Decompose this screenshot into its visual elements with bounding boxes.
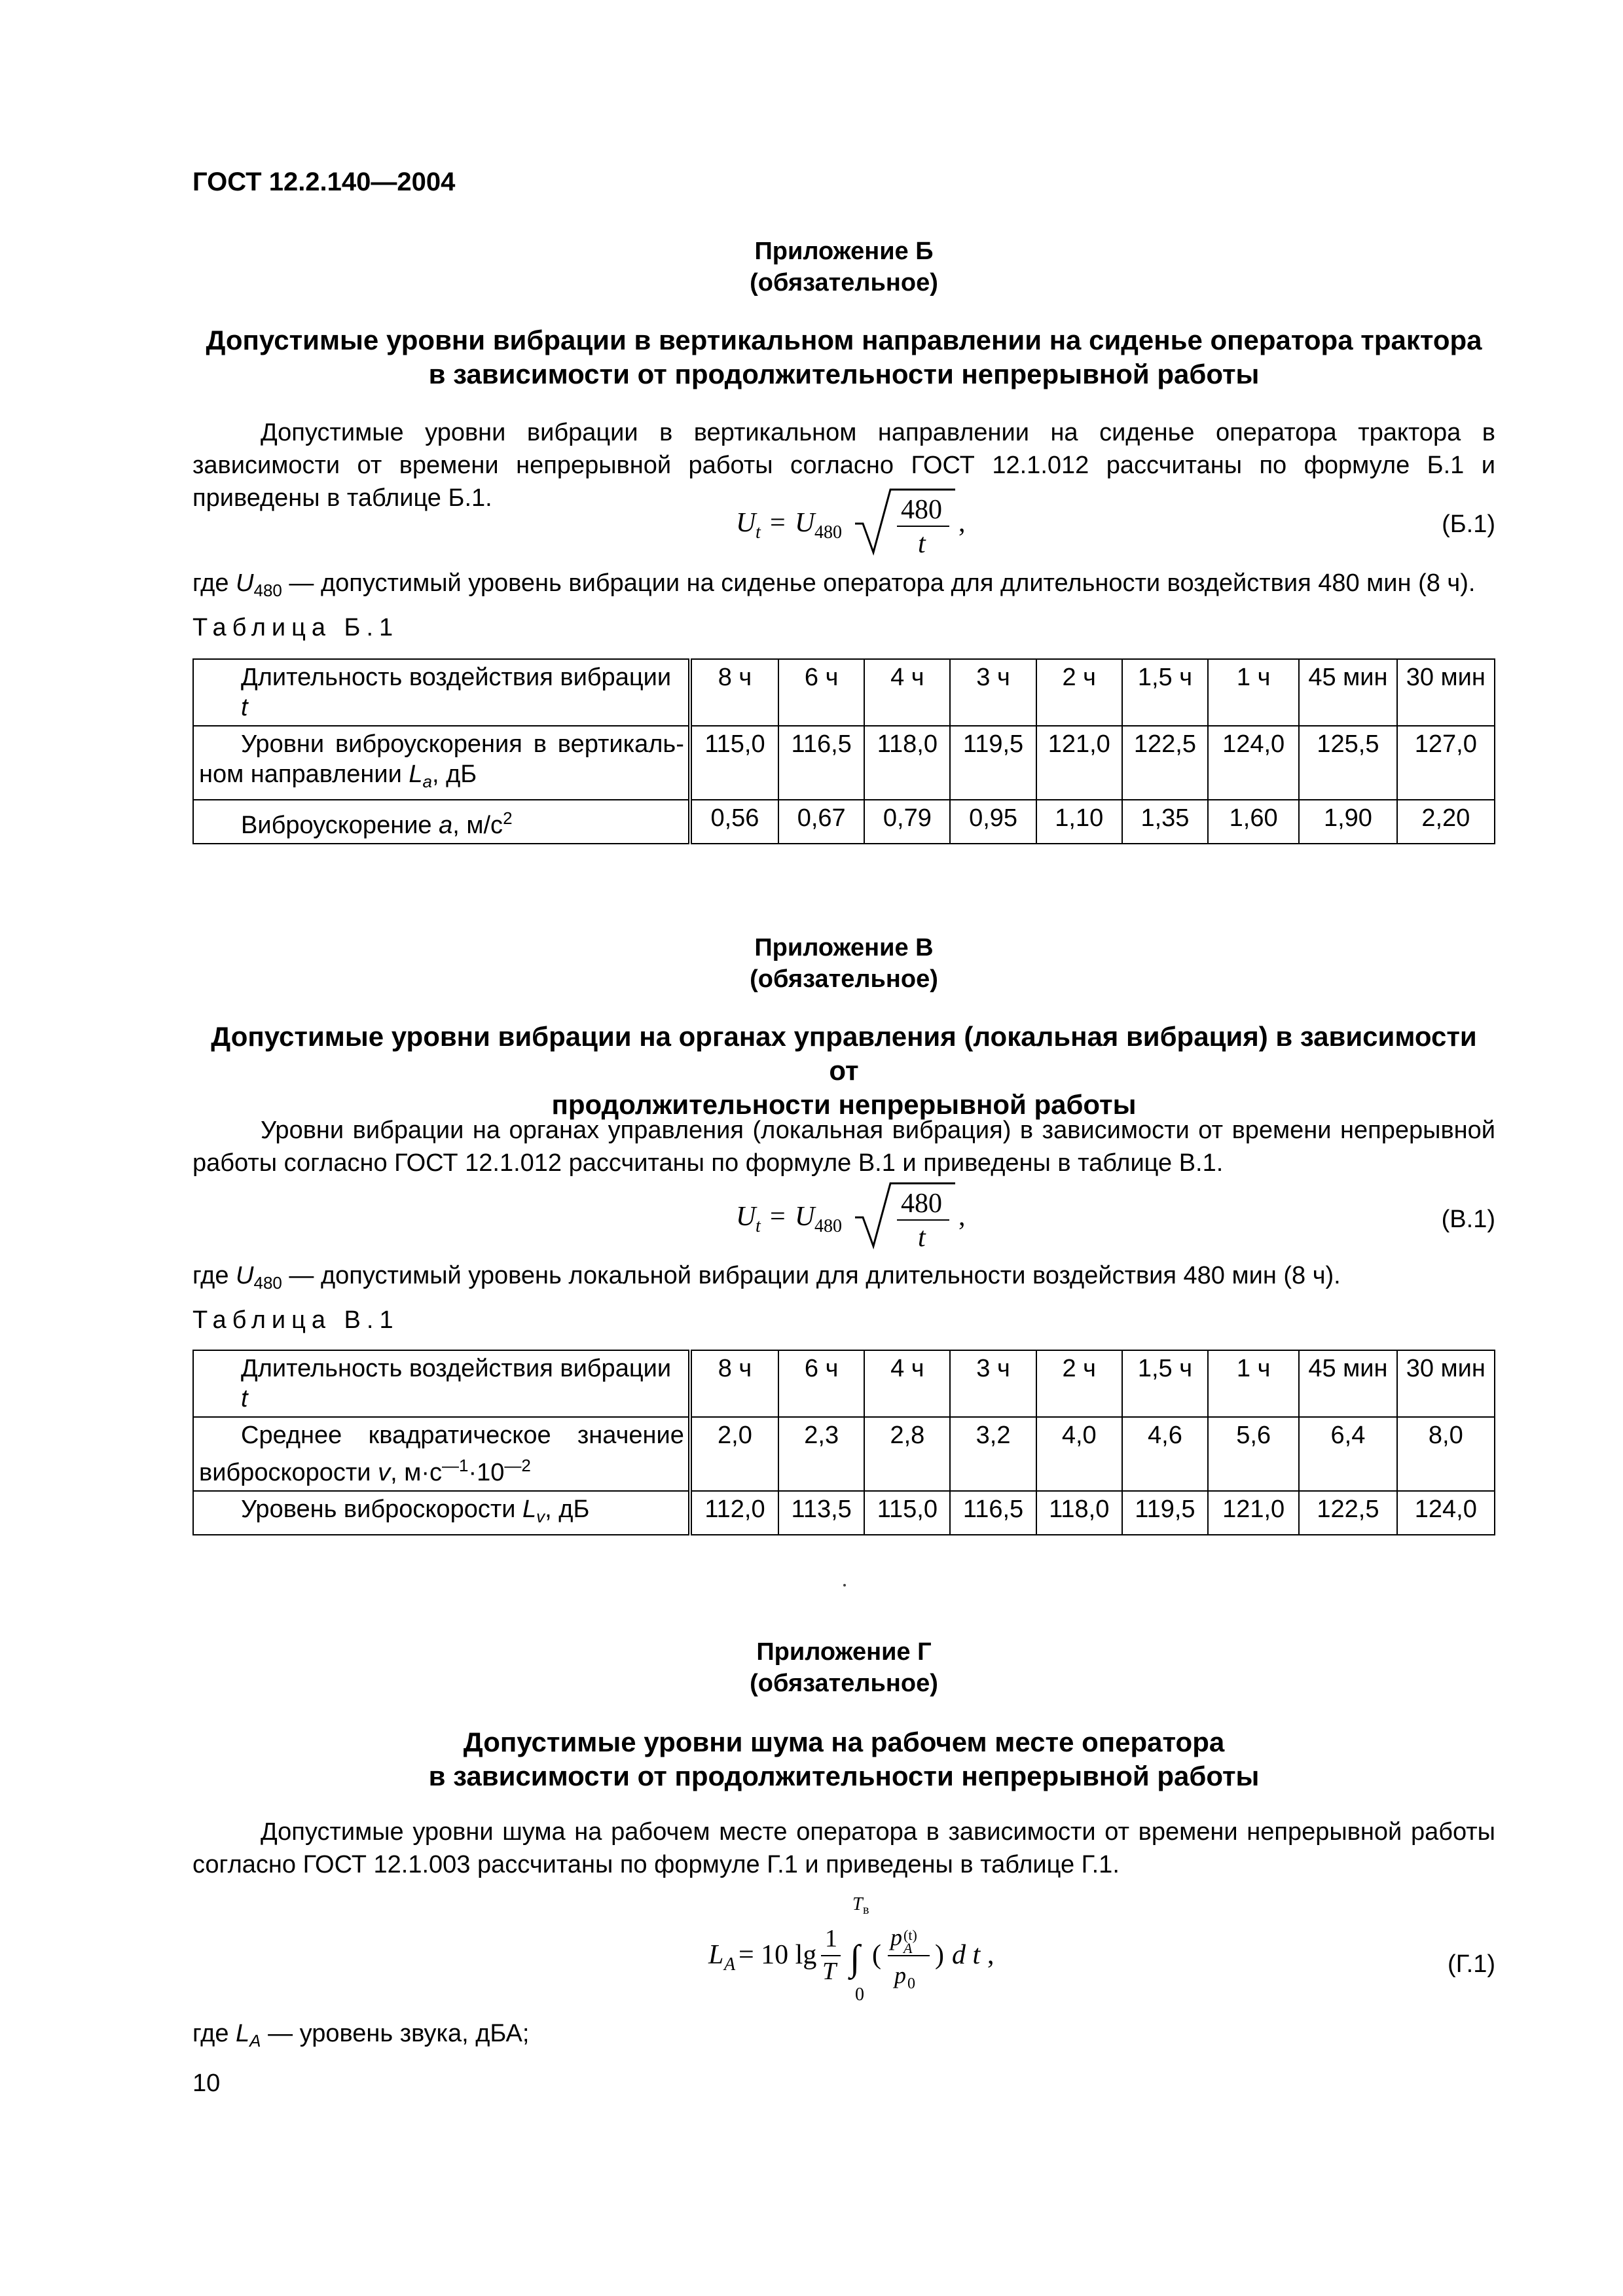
- table-v1: [192, 1350, 1495, 1535]
- table-b1-accel-unit: , м/с: [452, 812, 503, 839]
- formula-v1: [192, 1178, 1495, 1257]
- table-b1-duration-cell: 3 ч: [950, 659, 1036, 726]
- table-b1-accel-level-unit: , дБ: [432, 761, 477, 788]
- document-code-header: ГОСТ 12.2.140—2004: [192, 168, 456, 196]
- table-v1-velocity-level-symbol-sub: v: [536, 1507, 545, 1526]
- formula-b1-number: (Б.1): [1442, 511, 1495, 538]
- svg-text:= 10 lg: = 10 lg: [739, 1940, 817, 1970]
- table-v1-velocity-level-cell: 113,5: [778, 1491, 864, 1535]
- table-v1-velocity-level-cell: 115,0: [864, 1491, 950, 1535]
- table-v1-velocity-level-cell: 116,5: [950, 1491, 1036, 1535]
- appendix-v-paragraph: Уровни вибрации на органах управления (локальная вибрация) в зависимости от времени непрерывной работы согласно ГОСТ 12.1.012 рассчитаны по формуле В.1 и приведены в таблице В.1.: [192, 1117, 1495, 1177]
- appendix-v-title: Приложение В: [754, 934, 934, 961]
- table-b1-duration-cell: 45 мин: [1299, 659, 1396, 726]
- table-v1-rms-velocity-unit: , м·с: [390, 1459, 442, 1486]
- formula-b1-expression: [729, 484, 1004, 563]
- svg-text:t: t: [756, 522, 761, 543]
- table-b1-accel-level-symbol-sub: a: [422, 772, 432, 791]
- table-v1-duration-cell: 2 ч: [1036, 1350, 1122, 1417]
- appendix-b-title-block: [192, 236, 1495, 298]
- svg-text:T: T: [852, 1894, 863, 1914]
- svg-text:L: L: [708, 1940, 724, 1970]
- where-b-subscript: 480: [253, 581, 282, 600]
- table-v1-duration-label-cell: [193, 1350, 690, 1417]
- table-b1-accel-level-cell: 122,5: [1122, 726, 1208, 800]
- appendix-g-heading: [192, 1725, 1495, 1793]
- table-v1-rms-velocity-cell: 2,3: [778, 1417, 864, 1491]
- appendix-b-where: [192, 569, 1495, 601]
- appendix-b-heading-line2: в зависимости от продолжительности непрерывной работы: [428, 359, 1260, 389]
- table-b1-accel-cell: 1,90: [1299, 800, 1396, 844]
- where-b-prefix: где: [192, 569, 236, 597]
- appendix-v-where: [192, 1262, 1495, 1293]
- formula-v1-expression: [729, 1178, 1004, 1257]
- where-g-prefix: где: [192, 2020, 236, 2047]
- table-v1-duration-cell: 1 ч: [1208, 1350, 1299, 1417]
- svg-text:(t): (t): [903, 1927, 917, 1943]
- table-b1-duration-label-text: Длительность воздействия вибрации: [241, 664, 672, 691]
- table-b1-row-accel: [193, 800, 1495, 844]
- table-b1-accel-level-cell: 124,0: [1208, 726, 1299, 800]
- table-b1-accel-cell: 0,56: [690, 800, 778, 844]
- table-b1-duration-cell: 30 мин: [1397, 659, 1495, 726]
- appendix-g-status: (обязательное): [750, 1670, 938, 1697]
- svg-text:1: 1: [825, 1925, 837, 1952]
- table-v1-velocity-level-label-cell: [193, 1491, 690, 1535]
- table-b1-duration-cell: 2 ч: [1036, 659, 1122, 726]
- table-b1-accel-level-cell: 127,0: [1397, 726, 1495, 800]
- table-v1-velocity-level-cell: 119,5: [1122, 1491, 1208, 1535]
- table-b1-accel-cell: 1,60: [1208, 800, 1299, 844]
- svg-text:d t: d t: [952, 1940, 981, 1970]
- table-v1-caption: Таблица В.1: [192, 1306, 399, 1334]
- appendix-g-where: [192, 2020, 1495, 2051]
- svg-text:0: 0: [907, 1975, 915, 1992]
- table-b1-accel-level-cell: 118,0: [864, 726, 950, 800]
- svg-text:T: T: [822, 1958, 837, 1985]
- stray-dot: [843, 1584, 846, 1587]
- table-b1-duration-cell: 1 ч: [1208, 659, 1299, 726]
- table-b1-accel-level-cell: 121,0: [1036, 726, 1122, 800]
- table-v1-rms-velocity-label-cell: [193, 1417, 690, 1491]
- table-v1-velocity-level-cell: 112,0: [690, 1491, 778, 1535]
- svg-text:U: U: [736, 508, 756, 538]
- table-b1-accel-cell: 1,10: [1036, 800, 1122, 844]
- svg-text:в: в: [863, 1903, 869, 1917]
- table-v1-duration-cell: 30 мин: [1397, 1350, 1495, 1417]
- svg-text:0: 0: [855, 1984, 864, 2005]
- table-v1-duration-cell: 3 ч: [950, 1350, 1036, 1417]
- table-b1-duration-cell: 4 ч: [864, 659, 950, 726]
- appendix-v-title-block: [192, 932, 1495, 995]
- svg-text:480: 480: [814, 522, 842, 543]
- table-b1-accel-unit-sup: 2: [503, 808, 513, 828]
- table-v1-rms-velocity-cell: 2,0: [690, 1417, 778, 1491]
- table-v1-rms-velocity-mult: ·10: [468, 1459, 505, 1486]
- table-b1-accel-level-cell: 116,5: [778, 726, 864, 800]
- where-b-symbol: U: [236, 569, 254, 597]
- appendix-b-heading-line1: Допустимые уровни вибрации в вертикальном направлении на сиденье оператора трактора: [206, 325, 1482, 355]
- appendix-v-heading: [192, 1020, 1495, 1122]
- formula-g1-number: (Г.1): [1448, 1950, 1495, 1978]
- table-v1-rms-velocity-symbol: v: [378, 1459, 391, 1486]
- table-b1-accel-level-cell: 119,5: [950, 726, 1036, 800]
- table-v1-rms-velocity-cell: 4,0: [1036, 1417, 1122, 1491]
- table-b1-accel-level-label-cell: [193, 726, 690, 800]
- table-v1-rms-velocity-cell: 5,6: [1208, 1417, 1299, 1491]
- where-g-subscript: A: [249, 2031, 261, 2051]
- table-b1-duration-symbol: t: [241, 694, 248, 721]
- table-b1-accel-cell: 0,79: [864, 800, 950, 844]
- appendix-g-paragraph: Допустимые уровни шума на рабочем месте оператора в зависимости от времени непрерывной работы согласно ГОСТ 12.1.003 рассчитаны по формуле Г.1 и приведены в таблице Г.1.: [192, 1818, 1495, 1878]
- svg-text:p: p: [890, 1924, 902, 1950]
- appendix-g-title-block: [192, 1636, 1495, 1699]
- svg-text:U: U: [795, 1202, 815, 1232]
- table-b1-accel-level-symbol: L: [409, 761, 423, 788]
- table-v1-velocity-level-cell: 122,5: [1299, 1491, 1396, 1535]
- where-v-subscript: 480: [253, 1273, 282, 1293]
- svg-text:(: (: [872, 1940, 881, 1970]
- svg-text:480: 480: [814, 1216, 842, 1236]
- table-v1-rms-velocity-cell: 6,4: [1299, 1417, 1396, 1491]
- table-b1-accel-cell: 0,67: [778, 800, 864, 844]
- table-v1-duration-cell: 45 мин: [1299, 1350, 1396, 1417]
- table-v1-rms-velocity-cell: 4,6: [1122, 1417, 1208, 1491]
- table-v1-rms-velocity-sup1: —1: [442, 1456, 469, 1475]
- table-v1-row-velocity-level: [193, 1491, 1495, 1535]
- svg-text:t: t: [918, 1223, 926, 1253]
- table-b1: [192, 658, 1495, 844]
- svg-text:,: ,: [958, 508, 966, 538]
- table-b1-accel-cell: 2,20: [1397, 800, 1495, 844]
- appendix-v-heading-line1: Допустимые уровни вибрации на органах управления (локальная вибрация) в зависимости от: [211, 1021, 1477, 1086]
- table-v1-rms-velocity-cell: 8,0: [1397, 1417, 1495, 1491]
- svg-text:480: 480: [901, 1189, 942, 1219]
- svg-text:t: t: [918, 529, 926, 559]
- table-b1-row-accel-level: [193, 726, 1495, 800]
- page-number: 10: [192, 2070, 221, 2097]
- table-v1-duration-cell: 8 ч: [690, 1350, 778, 1417]
- table-b1-accel-symbol: a: [439, 812, 453, 839]
- table-b1-caption: Таблица Б.1: [192, 614, 399, 641]
- formula-b1: [192, 484, 1495, 563]
- table-v1-velocity-level-cell: 121,0: [1208, 1491, 1299, 1535]
- table-b1-accel-cell: 1,35: [1122, 800, 1208, 844]
- table-b1-accel-level-label-text: Уровни виброускорения в вертикаль-ном направлении: [199, 730, 684, 788]
- appendix-b-status: (обязательное): [750, 269, 938, 296]
- table-v1-duration-label-text: Длительность воздействия вибрации: [241, 1355, 672, 1382]
- table-v1-row-duration: [193, 1350, 1495, 1417]
- table-v1-row-rms-velocity: [193, 1417, 1495, 1491]
- table-v1-velocity-level-cell: 118,0: [1036, 1491, 1122, 1535]
- where-v-symbol: U: [236, 1262, 254, 1289]
- formula-v1-number: (В.1): [1441, 1206, 1495, 1233]
- svg-text:p: p: [894, 1962, 906, 1988]
- appendix-g-title: Приложение Г: [756, 1638, 932, 1666]
- appendix-v-heading-line2: продолжительности непрерывной работы: [551, 1089, 1137, 1120]
- svg-text:=: =: [770, 1202, 786, 1232]
- svg-text:=: =: [770, 508, 786, 538]
- table-b1-duration-cell: 8 ч: [690, 659, 778, 726]
- table-v1-rms-velocity-label-text: Среднее квадратическое значение виброскорости: [199, 1422, 684, 1486]
- table-b1-accel-cell: 0,95: [950, 800, 1036, 844]
- where-g-text: — уровень звука, дБА;: [261, 2020, 530, 2047]
- table-v1-duration-cell: 1,5 ч: [1122, 1350, 1208, 1417]
- table-b1-accel-level-cell: 125,5: [1299, 726, 1396, 800]
- table-b1-row-duration: [193, 659, 1495, 726]
- svg-text:A: A: [724, 1954, 736, 1975]
- appendix-v-status: (обязательное): [750, 965, 938, 993]
- table-b1-accel-label-text: Виброускорение: [241, 812, 439, 839]
- appendix-b-title: Приложение Б: [754, 238, 934, 265]
- table-v1-velocity-level-symbol: L: [522, 1496, 537, 1523]
- svg-text:,: ,: [987, 1940, 994, 1970]
- table-v1-velocity-level-label-text: Уровень виброскорости: [241, 1496, 523, 1523]
- appendix-b-paragraph: Допустимые уровни вибрации в вертикальном направлении на сиденье оператора трактора в зависимости от времени непрерывной работы согласно ГОСТ 12.1.012 рассчитаны по формуле Б.1 и приведены в таблице Б.1.: [192, 419, 1495, 512]
- formula-g1-expression: [701, 1888, 1067, 2005]
- svg-text:,: ,: [958, 1202, 966, 1232]
- table-b1-accel-label-cell: [193, 800, 690, 844]
- table-v1-velocity-level-cell: 124,0: [1397, 1491, 1495, 1535]
- table-v1-duration-cell: 6 ч: [778, 1350, 864, 1417]
- where-v-text: — допустимый уровень локальной вибрации для длительности воздействия 480 мин (8 ч).: [282, 1262, 1341, 1289]
- table-v1-rms-velocity-sup2: —2: [504, 1456, 531, 1475]
- where-v-prefix: где: [192, 1262, 236, 1289]
- table-b1-duration-cell: 1,5 ч: [1122, 659, 1208, 726]
- appendix-g-heading-line1: Допустимые уровни шума на рабочем месте оператора: [463, 1727, 1225, 1757]
- table-b1-duration-label-cell: [193, 659, 690, 726]
- where-g-symbol: L: [236, 2020, 250, 2047]
- table-b1-duration-cell: 6 ч: [778, 659, 864, 726]
- appendix-b-heading: [192, 323, 1495, 391]
- svg-text:∫: ∫: [850, 1938, 860, 1979]
- table-v1-duration-cell: 4 ч: [864, 1350, 950, 1417]
- where-b-text: — допустимый уровень вибрации на сиденье оператора для длительности воздействия 480 мин (8 ч).: [282, 569, 1476, 597]
- svg-text:t: t: [756, 1216, 761, 1236]
- svg-text:480: 480: [901, 495, 942, 525]
- svg-text:A: A: [903, 1940, 913, 1956]
- svg-text:U: U: [736, 1202, 756, 1232]
- table-b1-accel-level-cell: 115,0: [690, 726, 778, 800]
- table-v1-rms-velocity-cell: 2,8: [864, 1417, 950, 1491]
- table-v1-duration-symbol: t: [241, 1385, 248, 1412]
- table-v1-rms-velocity-cell: 3,2: [950, 1417, 1036, 1491]
- svg-text:): ): [935, 1940, 944, 1970]
- svg-text:U: U: [795, 508, 815, 538]
- appendix-g-heading-line2: в зависимости от продолжительности непрерывной работы: [428, 1761, 1260, 1791]
- table-v1-velocity-level-unit: , дБ: [545, 1496, 590, 1523]
- formula-g1: [192, 1888, 1495, 2005]
